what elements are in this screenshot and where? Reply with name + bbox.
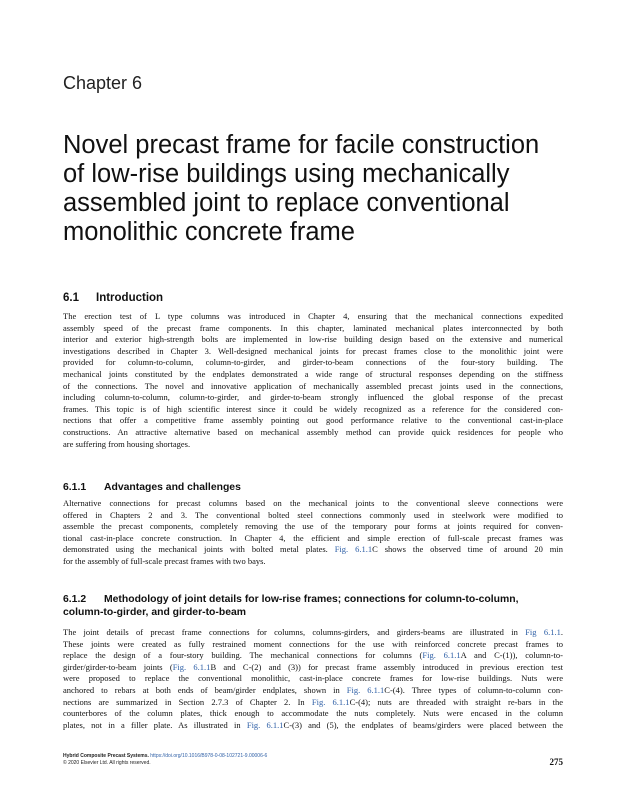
text-run: C-(3) and (5), the endplates of beams/girders were placed between the: [283, 719, 563, 730]
text-line: [63, 720, 563, 732]
text-run: anchored to rebars at both ends of beam/girder endplates, shown in: [63, 684, 347, 695]
text-line: constructions. An attractive alternative based on mechanical assembly method can provide quick residences for people who: [63, 426, 563, 437]
text-line: These joints were created as fully restrained moment connections for the use with reinforced concrete precast frames to: [63, 638, 563, 649]
text-line: for the assembly of full-scale precast frames with two bays.: [63, 555, 266, 566]
text-line: nections that offer a competitive frame assembly pointing out good performance relative to the conventional cast-in-place: [63, 415, 563, 426]
text-run: .: [560, 627, 563, 637]
section-title: Introduction: [96, 292, 164, 304]
text-run: B and C-(2) and (3)) for precast frame assembly introduced in previous erection test: [210, 661, 563, 672]
book-title: Hybrid Composite Precast Systems.: [63, 753, 149, 759]
text-run: A and C-(1)), column-to-: [460, 650, 563, 661]
text-line: of the connections. The novel and innovative application of mechanically assembled precast joints used in the connections,: [63, 380, 563, 391]
text-run: nections are summarized in Section 2.7.3 of Chapter 2. In: [63, 696, 312, 707]
text-line: assemble the precast components, completely removing the use of the temporary pour forms at joints required for conven-: [63, 521, 563, 532]
text-line: frames. This topic is of high scientific interest since it could be widely recognized as a reference for the considered con-: [63, 403, 563, 414]
text-line: [63, 627, 563, 639]
figure-link[interactable]: Fig 6.1.1: [525, 627, 561, 637]
text-line: [63, 685, 563, 697]
section-title: Advantages and challenges: [104, 482, 241, 493]
page-footer: [63, 753, 563, 767]
text-run: plates, not in a filler plate. As illustrated in: [63, 719, 247, 730]
text-line: tional cast-in-place concrete construction. In Chapter 4, the efficient and simple erection of full-scale precast frames was: [63, 532, 563, 543]
text-line: assembly speed of the precast frame components. In this chapter, laminated mechanical plates interconnected by both: [63, 322, 563, 333]
text-line: were proposed to replace the conventional monolithic, cast-in-place concrete frames for low-rise buildings. Nuts were: [63, 673, 563, 684]
text-line: [63, 650, 563, 662]
figure-link[interactable]: Fig. 6.1.1: [246, 719, 284, 730]
doi-link[interactable]: https://doi.org/10.1016/B978-0-08-102721-9.00006-6: [150, 753, 268, 759]
text-line: offered in Chapters 2 and 3. The conventional bolted steel connections commonly used in steelwork were modified to: [63, 509, 563, 520]
text-line: are suffering from housing shortages.: [63, 438, 191, 449]
text-line: interior and exterior high-strength bolts are implemented in low-rise building design based on the extensive and numerical: [63, 334, 563, 345]
title-line: of low-rise buildings using mechanically: [63, 160, 510, 188]
text-run: demonstrated using the mechanical joints with bolted metal plates.: [63, 544, 335, 555]
section-heading-6-1: [63, 292, 163, 304]
text-line: [63, 697, 563, 709]
methodology-paragraph: [63, 627, 563, 731]
text-line: counterbores of the column plates, thick enough to accommodate the nuts completely. Nuts were encased in the column: [63, 708, 563, 719]
title-line: monolithic concrete frame: [63, 218, 355, 246]
text-run: replace the design of a four-story building. The mechanical connections for columns (: [63, 650, 423, 661]
advantages-paragraph: [63, 498, 563, 568]
section-number: 6.1.2: [63, 594, 87, 605]
copyright-notice: © 2020 Elsevier Ltd. All rights reserved.: [63, 760, 151, 766]
figure-link[interactable]: Fig. 6.1.1: [422, 650, 461, 661]
chapter-label: Chapter 6: [63, 73, 143, 93]
figure-link[interactable]: Fig. 6.1.1: [311, 696, 350, 707]
figure-link[interactable]: Fig. 6.1.1: [346, 684, 385, 695]
text-run: The joint details of precast frame connections for columns, columns-girders, and girders-beams are illustrated in: [63, 627, 526, 637]
intro-paragraph: [63, 311, 563, 450]
section-number: 6.1.1: [63, 482, 87, 493]
text-run: C shows the observed time of around 20 min: [372, 544, 563, 555]
text-line: provided for column-to-column, column-to-girder, and girder-to-beam connections of the four-story building. The: [63, 357, 563, 368]
figure-link[interactable]: Fig. 6.1.1: [172, 661, 211, 672]
figure-link[interactable]: Fig. 6.1.1: [334, 544, 373, 555]
chapter-title: [63, 131, 563, 247]
section-heading-6-1-2: [63, 593, 563, 619]
section-number: 6.1: [63, 292, 79, 304]
page-number: 275: [549, 757, 563, 767]
title-line: Novel precast frame for facile construction: [63, 131, 540, 159]
text-line: including column-to-column, column-to-girder, and girder-to-beam strongly influenced the global response of the precast: [63, 392, 563, 403]
section-heading-6-1-1: [63, 481, 563, 494]
text-run: girder/girder-to-beam joints (: [63, 661, 173, 672]
text-run: C-(4). Three types of column-to-column con-: [384, 684, 564, 695]
text-line: Alternative connections for precast columns based on the mechanical joints to the conventional sleeve connections were: [63, 498, 563, 508]
text-line: [63, 544, 563, 556]
section-title-continued: column-to-girder, and girder-to-beam: [63, 607, 246, 618]
section-title: Methodology of joint details for low-rise frames; connections for column-to-column,: [104, 594, 519, 605]
text-line: The erection test of L type columns was introduced in Chapter 4, ensuring that the mechanical connections expedited: [63, 311, 563, 321]
title-line: assembled joint to replace conventional: [63, 189, 510, 217]
text-line: [63, 662, 563, 674]
text-line: mechanical joints constituted by the endplates demonstrated a wide range of structural responses depending on the stiffness: [63, 368, 563, 379]
text-line: investigations described in Chapter 3. Well-designed mechanical joints for precast frames close to the monolithic joint were: [63, 345, 563, 356]
text-run: C-(4); nuts are threaded with straight re-bars in the: [349, 696, 564, 707]
